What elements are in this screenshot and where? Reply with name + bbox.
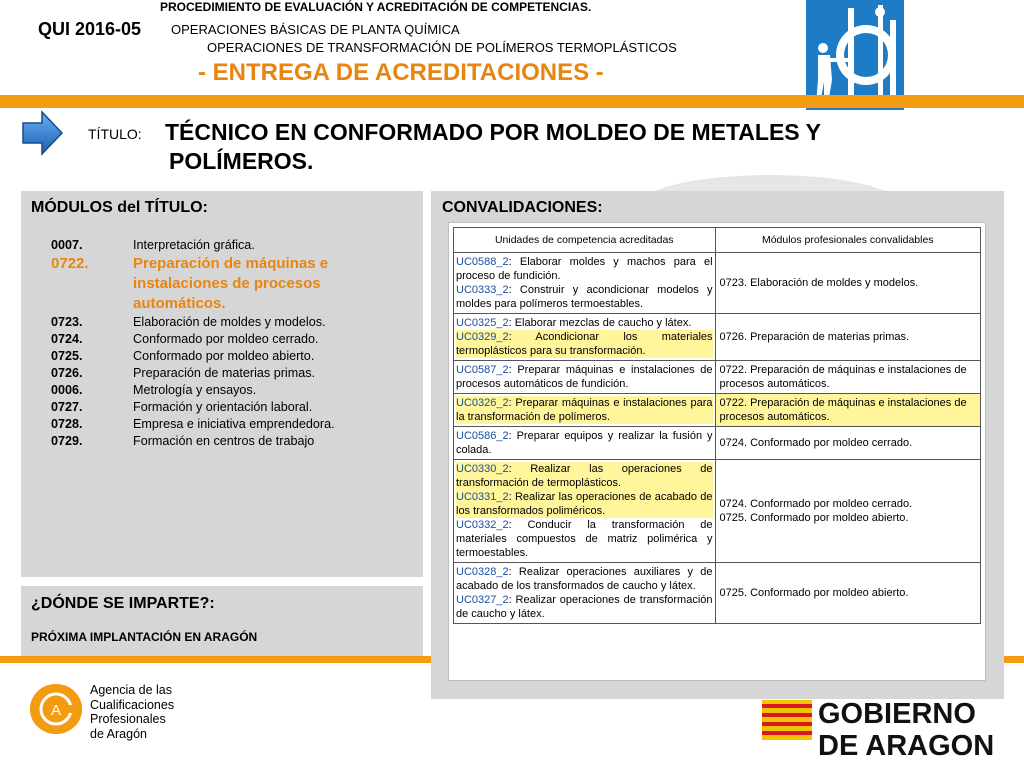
competency-unit-text: : Elaborar moldes y machos para el proceso de fundición. [456,256,713,282]
competency-unit-text: : Acondicionar los materiales termoplásticos para su transformación. [456,331,713,357]
module-item [51,331,413,348]
agency-name [90,683,174,741]
competency-unit [456,429,713,457]
competency-unit [456,490,713,518]
modules-panel [21,191,423,577]
competency-unit-text: : Realizar las operaciones de acabado de los transformados poliméricos. [456,491,713,517]
agency-logo-letter: A [50,702,62,719]
module-name: Conformado por moldeo abierto. [133,349,315,363]
competency-unit-text: : Construir y acondicionar modelos y moldes para polímeros termoestables. [456,284,713,310]
title-value [165,118,925,176]
module-code: 0006. [51,383,83,397]
competency-unit-text: : Preparar máquinas e instalaciones para la transformación de polímeros. [456,397,713,423]
table-row [454,314,981,361]
table-row [454,460,981,563]
title-line-1: TÉCNICO EN CONFORMADO POR MOLDEO DE METALES Y [165,119,821,145]
units-cell [454,253,716,314]
competency-unit-code: UC0325_2 [456,317,509,329]
title-label: TÍTULO: [88,126,142,142]
competency-unit [456,565,713,593]
where-text: PRÓXIMA IMPLANTACIÓN EN ARAGÓN [31,630,258,644]
agency-name-line-2: Cualificaciones [90,697,175,712]
convalidable-module: 0726. Preparación de materias primas. [719,331,910,343]
title-line-2: POLÍMEROS. [169,148,314,174]
competency-unit [456,518,713,560]
convalidable-module: 0722. Preparación de máquinas e instalaciones de procesos automáticos. [719,397,967,423]
agency-name-line-3: Profesionales [90,712,166,726]
worker-logo-icon [806,0,904,110]
agency-name-line-4: de Aragón [90,726,147,741]
competency-unit [456,330,713,358]
competency-unit-code: UC0588_2 [456,256,509,268]
where-panel [21,586,423,658]
module-code: 0729. [51,434,83,448]
header-divider [0,95,1024,108]
competency-unit-text: : Conducir la transformación de materiales compuestos de matriz polimérica y termoestables. [456,519,713,559]
competency-unit [456,593,713,621]
module-code: 0727. [51,400,83,414]
table-row [454,563,981,624]
competency-unit-code: UC0333_2 [456,284,509,296]
module-name: Interpretación gráfica. [133,238,255,252]
module-item [51,348,413,365]
competency-unit-code: UC0326_2 [456,397,509,409]
modules-cell [715,460,980,563]
convalidable-module: 0724. Conformado por moldeo cerrado. [719,437,913,449]
competency-unit-text: : Realizar operaciones de transformación de caucho y látex. [456,594,713,620]
arrow-right-icon [22,110,64,161]
competency-unit [456,255,713,283]
competency-unit [456,283,713,311]
qualification-subtitle-2: OPERACIONES DE TRANSFORMACIÓN DE POLÍMEROS TERMOPLÁSTICOS [207,40,677,55]
module-code: 0726. [51,366,83,380]
convalidable-module: 0723. Elaboración de moldes y modelos. [719,277,919,289]
convalidable-module: 0725. Conformado por moldeo abierto. [719,512,909,524]
module-code: 0725. [51,349,83,363]
competency-unit-text: : Preparar equipos y realizar la fusión y colada. [456,430,713,456]
module-item [51,365,413,382]
module-item [51,382,413,399]
units-cell [454,460,716,563]
table-row [454,427,981,460]
convalidations-table-frame [448,222,986,681]
module-name: Preparación de máquinas e instalaciones de procesos automáticos. [133,255,329,312]
competency-unit-code: UC0586_2 [456,430,509,442]
competency-unit-code: UC0327_2 [456,594,509,606]
modules-cell [715,563,980,624]
competency-unit-text: : Elaborar mezclas de caucho y látex. [508,317,692,329]
table-row [454,253,981,314]
module-code: 0723. [51,315,83,329]
competency-unit-text: : Realizar operaciones auxiliares y de acabado de los transformados de caucho y látex. [456,566,713,592]
where-heading: ¿DÓNDE SE IMPARTE?: [31,595,215,612]
units-cell [454,361,716,394]
convalidable-module: 0725. Conformado por moldeo abierto. [719,587,909,599]
competency-unit [456,462,713,490]
convalidations-heading: CONVALIDACIONES: [442,199,603,216]
competency-unit [456,363,713,391]
government-line-1: GOBIERNO [818,698,976,730]
competency-unit-text: : Preparar máquinas e instalaciones de procesos automáticos de fundición. [456,364,713,390]
competency-unit-code: UC0329_2 [456,331,509,343]
column-header-units: Unidades de competencia acreditadas [454,228,716,253]
competency-unit-code: UC0330_2 [456,463,509,475]
qualification-code: QUI 2016-05 [38,19,142,39]
module-item [51,254,413,314]
modules-cell [715,314,980,361]
module-item [51,314,413,331]
table-row [454,361,981,394]
module-item [51,399,413,416]
units-cell [454,394,716,427]
module-item [51,237,413,254]
module-name: Conformado por moldeo cerrado. [133,332,319,346]
convalidable-module: 0724. Conformado por moldeo cerrado. [719,498,913,510]
module-name: Preparación de materias primas. [133,366,315,380]
module-code: 0007. [51,238,83,252]
module-name: Empresa e iniciativa emprendedora. [133,417,335,431]
modules-cell [715,253,980,314]
module-code: 0724. [51,332,83,346]
competency-unit-code: UC0587_2 [456,364,509,376]
units-cell [454,427,716,460]
module-name: Metrología y ensayos. [133,383,257,397]
module-item [51,433,413,450]
agency-name-line-1: Agencia de las [90,683,173,697]
modules-cell [715,427,980,460]
agency-logo-icon [30,684,82,734]
aragon-flag-icon [762,700,812,745]
competency-unit-code: UC0332_2 [456,519,509,531]
competency-unit-code: UC0328_2 [456,566,509,578]
government-line-2: DE ARAGON [818,730,995,762]
competency-unit [456,316,713,330]
convalidable-module: 0722. Preparación de máquinas e instalaciones de procesos automáticos. [719,364,967,390]
modules-heading: MÓDULOS del TÍTULO: [31,199,208,216]
module-code: 0728. [51,417,83,431]
modules-cell [715,361,980,394]
module-name: Formación y orientación laboral. [133,400,313,414]
units-cell [454,314,716,361]
page-title: - ENTREGA DE ACREDITACIONES - [198,59,604,86]
module-item [51,416,413,433]
convalidations-table [453,227,981,624]
column-header-modules: Módulos profesionales convalidables [715,228,980,253]
table-row [454,394,981,427]
qualification-subtitle-1: OPERACIONES BÁSICAS DE PLANTA QUÍMICA [171,22,460,37]
competency-unit [456,396,713,424]
procedure-title: PROCEDIMIENTO DE EVALUACIÓN Y ACREDITACIÓN DE COMPETENCIAS. [160,0,592,14]
competency-unit-code: UC0331_2 [456,491,509,503]
modules-list [51,237,413,450]
module-name: Formación en centros de trabajo [133,434,315,448]
module-name: Elaboración de moldes y modelos. [133,315,326,329]
government-logo-text [818,698,994,762]
module-code: 0722. [51,255,89,272]
modules-cell [715,394,980,427]
units-cell [454,563,716,624]
competency-unit-text: : Realizar las operaciones de transformación de termoplásticos. [456,463,713,489]
